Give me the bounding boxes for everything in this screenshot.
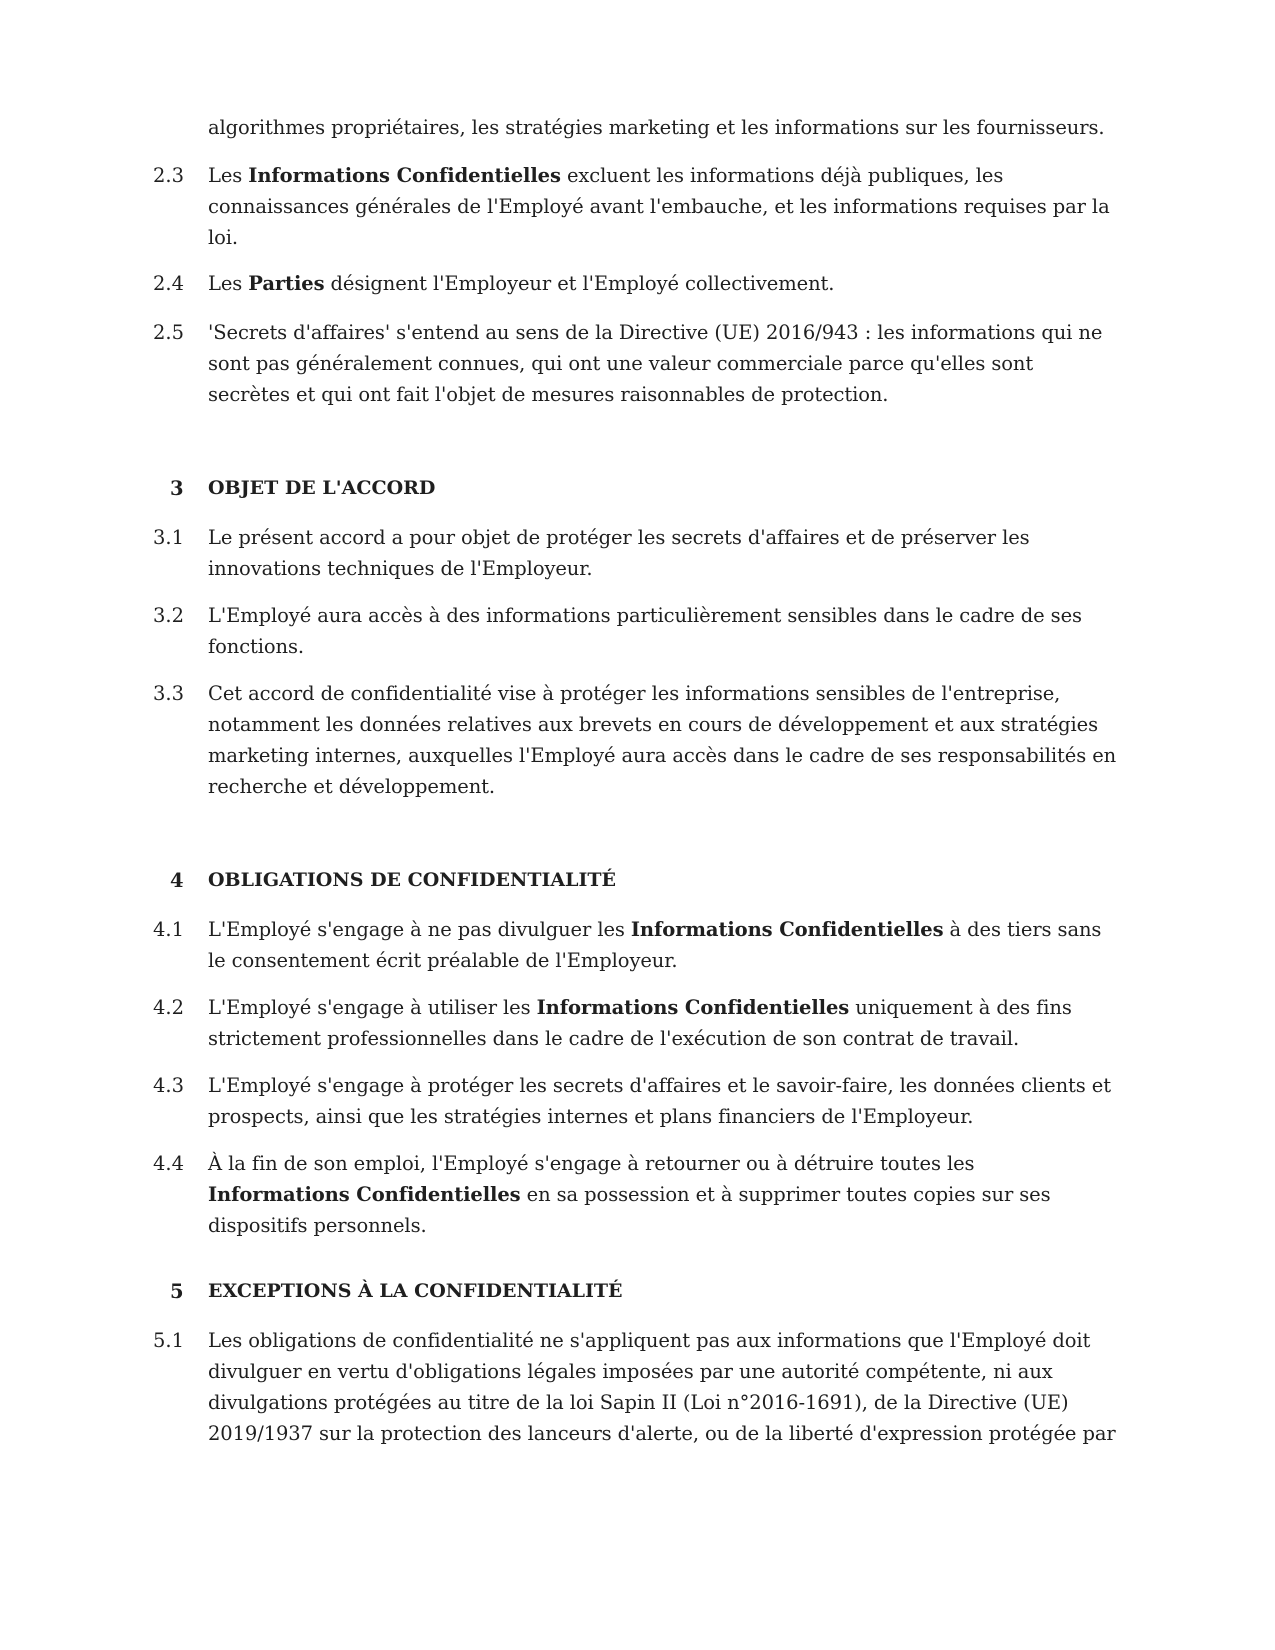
clause-number: 4.3 xyxy=(153,1074,185,1097)
clause-text xyxy=(208,1325,1120,1449)
clause-number: 5.1 xyxy=(153,1329,185,1352)
section-number: 4 xyxy=(170,869,184,892)
section-title: EXCEPTIONS À LA CONFIDENTIALITÉ xyxy=(208,1280,623,1302)
clause-text xyxy=(208,914,1120,976)
clause-number: 4.2 xyxy=(153,996,185,1019)
clause-number: 3.3 xyxy=(153,682,185,705)
clause-number: 2.3 xyxy=(153,164,185,187)
clause-text xyxy=(208,522,1120,584)
clause-text xyxy=(208,992,1120,1054)
text-run: L'Employé s'engage à ne pas divulguer les xyxy=(208,918,631,941)
defined-term: Parties xyxy=(248,272,325,295)
section-number: 3 xyxy=(170,477,184,500)
clause-number: 2.5 xyxy=(153,321,185,344)
text-run: désignent l'Employeur et l'Employé collectivement. xyxy=(324,272,835,295)
paragraph-text xyxy=(208,112,1120,143)
text-run: L'Employé s'engage à utiliser les xyxy=(208,996,537,1019)
text-run: algorithmes propriétaires, les stratégies marketing et les informations sur les fournisseurs. xyxy=(208,116,1105,139)
clause-number: 4.1 xyxy=(153,918,185,941)
text-run: L'Employé s'engage à protéger les secrets d'affaires et le savoir-faire, les données clients et prospects, ainsi que les stratégies internes et plans financiers de l'Employeur. xyxy=(208,1074,1111,1128)
clause-text xyxy=(208,268,1120,299)
section-number: 5 xyxy=(170,1280,184,1303)
text-run: Les obligations de confidentialité ne s'appliquent pas aux informations que l'Employé doit divulguer en vertu d'obligations légales imposées par une autorité compétente, ni aux divulgations protégées au titre de la loi Sapin II (Loi n°2016-1691), de la Directive (UE) 2019/1937 sur la protection des lanceurs d'alerte, ou de la liberté d'expression protégée par xyxy=(208,1329,1116,1445)
section-title: OBLIGATIONS DE CONFIDENTIALITÉ xyxy=(208,869,617,891)
text-run: uniquement à des fins strictement professionnelles dans le cadre de l'exécution de son contrat de travail. xyxy=(208,996,1072,1050)
clause-number: 4.4 xyxy=(153,1152,185,1175)
text-run: Le présent accord a pour objet de protéger les secrets d'affaires et de préserver les innovations techniques de l'Employeur. xyxy=(208,526,1030,580)
defined-term: Informations Confidentielles xyxy=(248,164,561,187)
defined-term: Informations Confidentielles xyxy=(536,996,850,1019)
clause-text xyxy=(208,678,1120,802)
section-title: OBJET DE L'ACCORD xyxy=(208,477,436,499)
clause-number: 3.2 xyxy=(153,604,185,627)
clause-text xyxy=(208,600,1120,662)
text-run: Les xyxy=(208,164,249,187)
clause-text xyxy=(208,317,1120,410)
text-run: À la fin de son emploi, l'Employé s'engage à retourner ou à détruire toutes les xyxy=(208,1152,975,1175)
text-run: Cet accord de confidentialité vise à protéger les informations sensibles de l'entreprise, notamment les données relatives aux brevets en cours de développement et aux stratégies marketing internes, auxquelles l'Employé aura accès dans le cadre de ses responsabilités en recherche et développement. xyxy=(208,682,1117,798)
clause-text xyxy=(208,160,1120,253)
clause-text xyxy=(208,1070,1120,1132)
text-run: L'Employé aura accès à des informations particulièrement sensibles dans le cadre de ses fonctions. xyxy=(208,604,1082,658)
text-run: à des tiers sans le consentement écrit préalable de l'Employeur. xyxy=(208,918,1102,972)
defined-term: Informations Confidentielles xyxy=(630,918,944,941)
defined-term: Informations Confidentielles xyxy=(208,1183,521,1206)
text-run: 'Secrets d'affaires' s'entend au sens de la Directive (UE) 2016/943 : les informations qui ne sont pas généralement connues, qui ont une valeur commerciale parce qu'elles sont secrètes et qui ont fait l'objet de mesures raisonnables de protection. xyxy=(208,321,1103,406)
clause-text xyxy=(208,1148,1120,1241)
clause-number: 3.1 xyxy=(153,526,185,549)
text-run: excluent les informations déjà publiques, les connaissances générales de l'Employé avant l'embauche, et les informations requises par la loi. xyxy=(208,164,1110,249)
clause-number: 2.4 xyxy=(153,272,185,295)
text-run: en sa possession et à supprimer toutes copies sur ses dispositifs personnels. xyxy=(208,1183,1051,1237)
text-run: Les xyxy=(208,272,249,295)
